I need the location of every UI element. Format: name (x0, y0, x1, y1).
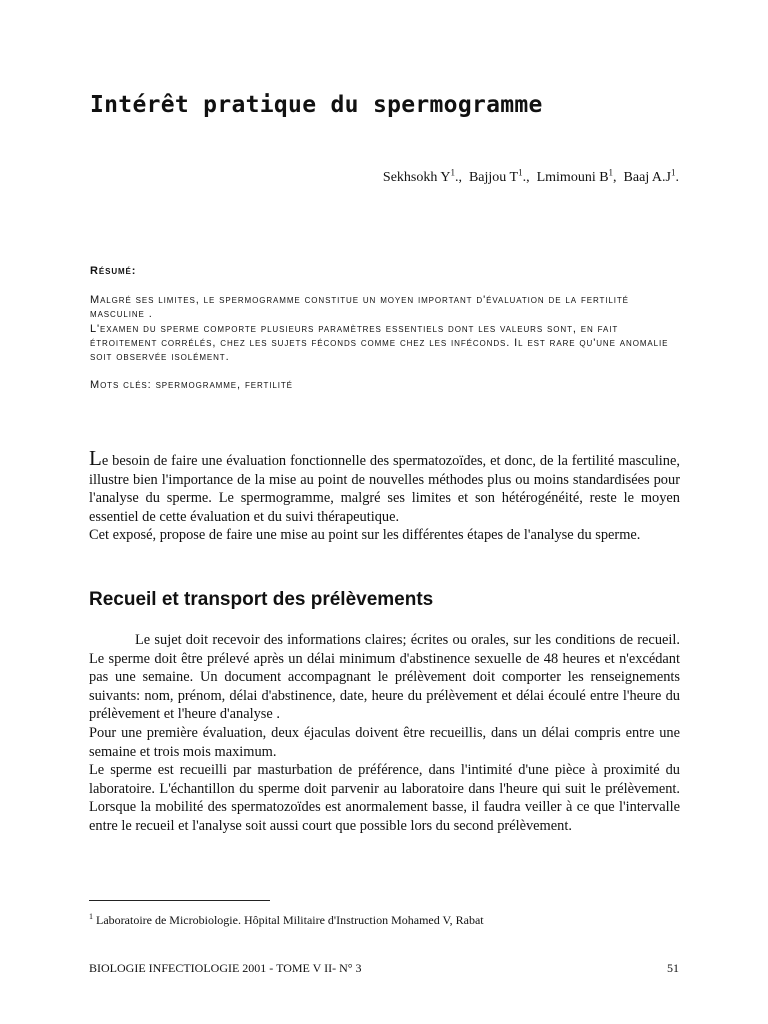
intro-paragraph: Cet exposé, propose de faire une mise au point sur les différentes étapes de l'analyse du sperme. (89, 527, 641, 544)
abstract-paragraph: Malgré ses limites, le spermogramme constitue un moyen important d'évaluation de la fertilité masculine . (90, 294, 629, 321)
section-paragraph: Le sperme est recueilli par masturbation de préférence, dans l'intimité d'une pièce à proximité du laboratoire. L'échantillon du sperme doit parvenir au laboratoire dans l'heure qui suit le prélèvement. Lorsque la mobilité des spermatozoïdes est anormalement basse, il faudra veiller à ce que l'intervalle entre le recueil et l'analyse soit aussi court que possible lors du second prélèvement. (89, 762, 680, 834)
abstract (90, 264, 680, 392)
section-paragraph: Pour une première évaluation, deux éjaculas doivent être recueillis, dans un délai compris entre une semaine et trois mois maximum. (89, 724, 680, 760)
section-body (89, 631, 680, 836)
journal-citation: BIOLOGIE INFECTIOLOGIE 2001 - TOME V II- N° 3 (89, 961, 362, 975)
drop-cap: L (89, 446, 102, 470)
page-footer (89, 961, 679, 976)
introduction (89, 446, 680, 545)
footnote-divider (89, 900, 270, 901)
author: Baaj $A.J^1$. (623, 167, 679, 185)
author: Lmimouni $B^1$, (536, 167, 617, 185)
section-heading: Recueil et transport des prélèvements (89, 589, 434, 610)
page-number: 51 (667, 961, 679, 975)
abstract-paragraph: L'examen du sperme comporte plusieurs paramètres essentiels dont les valeurs sont, en fait étroitement corrélés, chez les sujets féconds comme chez les inféconds. Il est rare qu'une anomalie soit observée isolément. (90, 322, 669, 364)
intro-paragraph: Le besoin de faire une évaluation fonctionnelle des spermatozoïdes, et donc, de la fertilité masculine, illustre bien l'importance de la mise au point de nouvelles méthodes plus ou moins standardisées pour l'analyse du sperme. Le spermogramme, malgré ses limites et son hétérogénéité, reste le moyen essentiel de cette évaluation et du suivi thérapeutique. (89, 446, 680, 525)
author: Bajjou $T^1$., (468, 167, 530, 185)
section-paragraph: Le sujet doit recevoir des informations claires; écrites ou orales, sur les conditions de recueil. Le sperme doit être prélevé après un délai minimum d'abstinence sexuelle de 48 heures et n'excédant pas une semaine. Un document accompagnant le prélèvement doit comporter les renseignements suivants: nom, prénom, délai d'abstinence, date, heure du prélèvement et délai écoulé entre l'heure du prélèvement et l'heure d'analyse . (89, 632, 680, 723)
author-list (382, 167, 679, 186)
footnote: $^1$ Laboratoire de Microbiologie. Hôpital Militaire d'Instruction Mohamed V, Rabat (89, 912, 484, 927)
keywords: Mots clés: spermogramme, fertilité (90, 379, 293, 392)
author: Sekhsokh $Y^1$., (382, 167, 462, 185)
article-title: Intérêt pratique du spermogramme (90, 92, 543, 118)
abstract-heading: Résumé: (90, 265, 137, 277)
footnote-marker: 1 (89, 912, 93, 921)
